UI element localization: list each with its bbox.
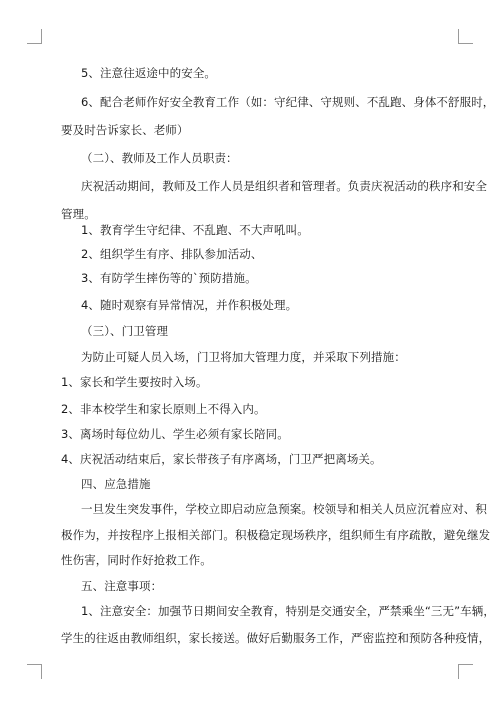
crop-mark-bottom-left (27, 664, 42, 679)
text-line: 极作为，并按程序上报相关部门。积极稳定现场秩序，组织师生有序疏散，避免继发 (61, 528, 491, 542)
text-line: 一旦发生突发事件，学校立即启动应急预案。校领导和相关人员应沉着应对、积 (81, 502, 487, 516)
text-line: 为防止可疑人员入场，门卫将加大管理力度，并采取下列措施： (81, 350, 406, 364)
crop-mark-top-right (458, 29, 473, 44)
text-line: 1、教育学生守纪律、不乱跑、不大声吼叫。 (81, 223, 309, 237)
section-heading: 四、应急措施 (81, 477, 151, 491)
crop-mark-top-left (27, 29, 42, 44)
section-heading: 五、注意事项： (81, 579, 163, 593)
text-line: 管理。 (61, 207, 96, 221)
text-line: 性伤害，同时作好抢救工作。 (61, 553, 212, 567)
text-line: 3、离场时每位幼儿、学生必须有家长陪同。 (61, 427, 289, 441)
text-line: 6、配合老师作好安全教育工作（如：守纪律、守规则、不乱跑、身体不舒服时， (81, 95, 495, 109)
text-line: 4、随时观察有异常情况，并作积极处理。 (81, 298, 298, 312)
section-heading: （二）、教师及工作人员职责： (81, 151, 238, 165)
text-line: 要及时告诉家长、老师） (61, 123, 189, 137)
text-line: 1、家长和学生要按时入场。 (61, 375, 208, 389)
text-line: 2、非本校学生和家长原则上不得入内。 (61, 402, 266, 416)
text-line: 5、注意往返途中的安全。 (81, 66, 217, 80)
text-line: 庆祝活动期间，教师及工作人员是组织者和管理者。负责庆祝活动的秩序和安全 (81, 179, 487, 193)
text-line: 2、组织学生有序、排队参加活动、 (81, 247, 263, 261)
text-line: 4、庆祝活动结束后，家长带孩子有序离场，门卫严把离场关。 (61, 452, 382, 466)
text-line: 学生的往返由教师组织，家长接送。做好后勤服务工作，严密监控和预防各种疫情， (61, 631, 491, 645)
text-line: 3、有防学生摔伤等的`预防措施。 (81, 271, 257, 285)
crop-mark-bottom-right (458, 664, 473, 679)
text-line: 1、注意安全：加强节日期间安全教育，特别是交通安全，严禁乘坐“三无”车辆， (81, 604, 495, 618)
section-heading: （三）、门卫管理 (81, 324, 169, 338)
